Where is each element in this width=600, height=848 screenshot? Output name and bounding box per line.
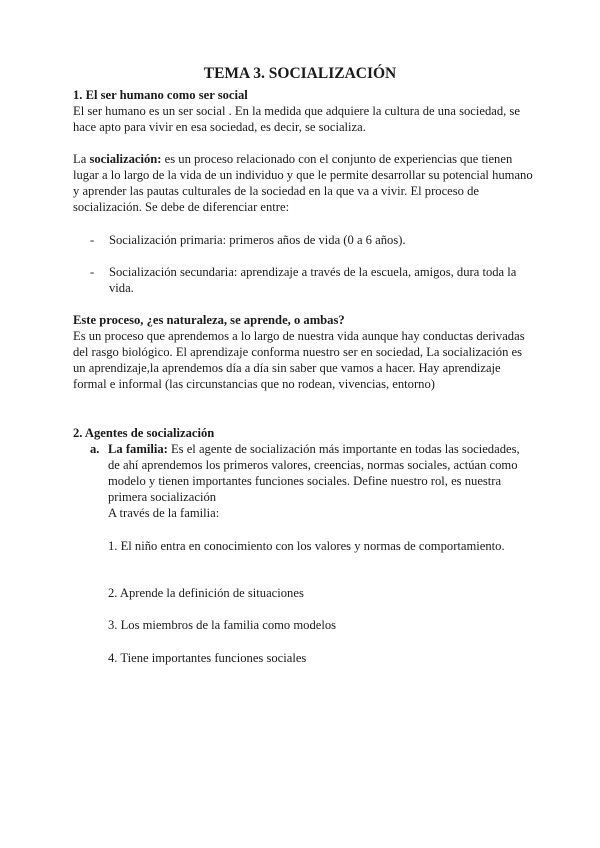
section1-heading: 1. El ser humano como ser social [73,88,248,102]
through-family-label: A través de la familia: [108,506,220,520]
section1-intro: El ser humano es un ser social . En la medida que adquiere la cultura de una sociedad, se hace apto para vivir en esa sociedad, es decir, se socializa. [73,104,520,134]
list-item-text: Socialización secundaria: aprendizaje a través de la escuela, amigos, dura toda la vida. [109,265,517,295]
list-item-a [90,441,520,521]
dash-marker: - [90,233,95,247]
definition-paragraph [73,151,533,215]
list-item [90,264,520,296]
list-item [90,232,520,248]
numbered-point: 3. Los miembros de la familia como modelos [108,618,337,632]
document-title: TEMA 3. SOCIALIZACIÓN [203,65,397,82]
section2-heading: 2. Agentes de socialización [73,426,215,440]
numbered-point: 2. Aprende la definición de situaciones [108,586,304,600]
dash-marker: - [90,265,95,279]
answer-text: Es un proceso que aprendemos a lo largo de nuestra vida aunque hay conductas derivadas del rasgo biológico. El aprendizaje conforma nuestro ser en sociedad, La socialización es un aprendizaje,la aprendemos día a día sin saber que vamos a hacer. Hay aprendizaje formal e informal (las circunstancias que no rodean, vivencias, entorno) [73,329,525,391]
question-paragraph [73,312,533,392]
list-item-text: Socialización primaria: primeros años de vida (0 a 6 años). [109,233,406,247]
definition-text: es un proceso relacionado con el conjunto de experiencias que tienen lugar a lo largo de la vida de un individuo y que le permite desarrollar su potencial humano y aprender las pautas culturales de la sociedad en la que va a vivir. El proceso de socialización. Se debe de diferenciar entre: [73,152,533,214]
definition-term: socialización: [89,152,162,166]
section2 [73,425,533,441]
question-heading: Este proceso, ¿es naturaleza, se aprende, o ambas? [73,313,345,327]
alpha-marker: a. [90,442,100,456]
numbered-point: 4. Tiene importantes funciones sociales [108,651,307,665]
family-term: La familia: [108,442,168,456]
definition-prefix: La [73,152,90,166]
section1 [73,87,533,135]
numbered-point: 1. El niño entra en conocimiento con los valores y normas de comportamiento. [108,539,505,553]
family-text: Es el agente de socialización más importante en todas las sociedades, de ahí aprendemos los primeros valores, creencias, normas sociales, actúan como modelo y tienen importantes funciones sociales. Define nuestro rol, es nuestra primera socialización [108,442,520,504]
